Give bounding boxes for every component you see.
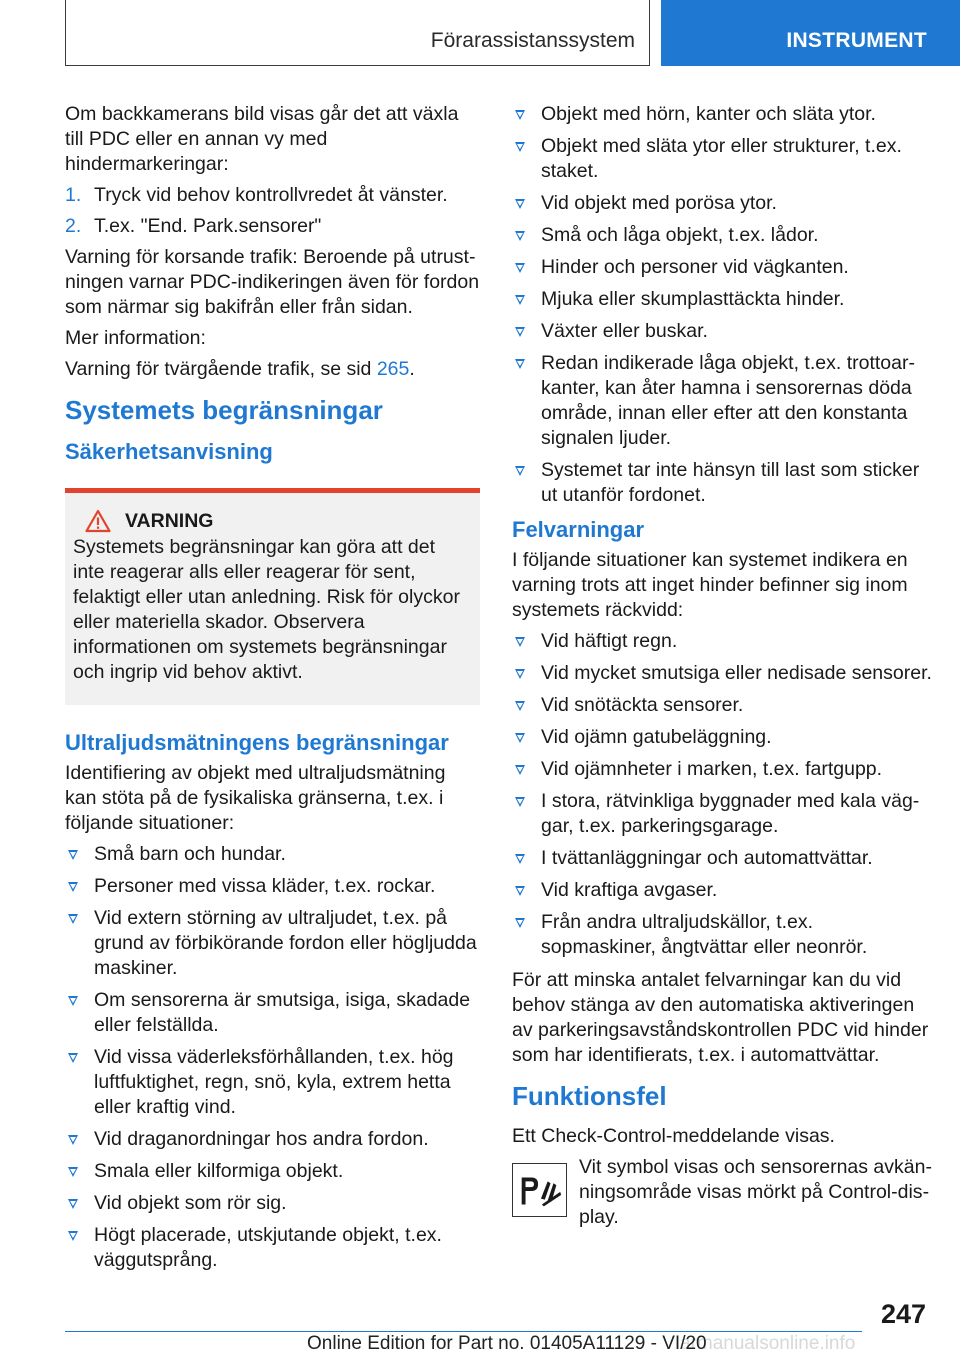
triangle-bullet-icon bbox=[515, 466, 525, 476]
header-tab-label: INSTRUMENT bbox=[786, 29, 927, 52]
list-item bbox=[65, 1191, 480, 1216]
step-text: T.ex. "End. Park.sensorer" bbox=[94, 215, 322, 237]
more-info-label: Mer information: bbox=[65, 327, 206, 349]
park-distance-sensor-icon bbox=[512, 1163, 567, 1217]
list-item bbox=[512, 910, 932, 960]
list-item bbox=[512, 319, 932, 344]
list-item-text: Vid vissa väderleksförhållanden, t.ex. hög luftfuktighet, regn, snö, kyla, extrem hetta eller kraftig vind. bbox=[94, 1046, 454, 1118]
false-warnings-outro: För att minska antalet felvarningar kan du vid behov stänga av den automatiska aktiveringen av parkeringsavståndskontrollen PDC vid hinder som har identifierats, t.ex. i automattvättar. bbox=[512, 969, 929, 1066]
reference-text: Varning för tvärgående trafik, se sid bbox=[65, 358, 377, 380]
list-item-text: Vid ojämn gatubeläggning. bbox=[541, 726, 772, 748]
list-item-text: Från andra ultraljudskällor, t.ex. sopmaskiner, ångtvättar eller neonrör. bbox=[541, 911, 868, 958]
subheading-false-warnings: Felvarningar bbox=[512, 517, 645, 542]
list-item-text: Växter eller buskar. bbox=[541, 320, 708, 342]
list-item bbox=[512, 191, 932, 216]
list-item-text: I stora, rätvinkliga byggnader med kala väggar, t.ex. parkeringsgarage. bbox=[541, 790, 920, 837]
list-item bbox=[512, 102, 932, 127]
warning-triangle-icon bbox=[85, 509, 111, 533]
list-item bbox=[65, 1127, 480, 1152]
list-item-text: Högt placerade, utskjutande objekt, t.ex. väggutsprång. bbox=[94, 1224, 442, 1271]
warning-title bbox=[73, 509, 471, 533]
triangle-bullet-icon bbox=[515, 327, 525, 337]
list-item-text: Små och låga objekt, t.ex. lådor. bbox=[541, 224, 819, 246]
reference-suffix: . bbox=[409, 358, 415, 380]
step-text: Tryck vid behov kontrollvredet åt vänster. bbox=[94, 184, 448, 206]
list-item-text: Redan indikerade låga objekt, t.ex. trottoarkanter, kan åter hamna i sensorernas döda område, innan eller efter att den konstanta signalen ljuder. bbox=[541, 352, 915, 449]
list-item bbox=[65, 1045, 480, 1120]
triangle-bullet-icon bbox=[68, 1167, 78, 1177]
warning-box bbox=[65, 488, 480, 705]
false-warnings-list bbox=[512, 629, 932, 960]
cross-traffic-paragraph: Varning för korsande trafik: Beroende på utrustningen varnar PDC-indikeringen även för fordon som närmar sig bakifrån eller från sidan. bbox=[65, 246, 480, 318]
list-item-text: Vid mycket smutsiga eller nedisade sensorer. bbox=[541, 662, 932, 684]
triangle-bullet-icon bbox=[68, 850, 78, 860]
list-item bbox=[512, 757, 932, 782]
list-item bbox=[512, 287, 932, 312]
list-item bbox=[65, 874, 480, 899]
ultrasonic-list bbox=[65, 842, 480, 1273]
triangle-bullet-icon bbox=[515, 263, 525, 273]
list-item-text: Systemet tar inte hänsyn till last som sticker ut utanför fordonet. bbox=[541, 459, 920, 506]
step-item bbox=[65, 183, 480, 208]
triangle-bullet-icon bbox=[68, 996, 78, 1006]
list-item bbox=[512, 661, 932, 686]
triangle-bullet-icon bbox=[515, 110, 525, 120]
list-item bbox=[512, 629, 932, 654]
list-item-text: Mjuka eller skumplasttäckta hinder. bbox=[541, 288, 845, 310]
list-item-text: Smala eller kilformiga objekt. bbox=[94, 1160, 344, 1182]
page-reference-link[interactable]: 265 bbox=[376, 358, 410, 380]
list-item-text: Vid ojämnheter i marken, t.ex. fartgupp. bbox=[541, 758, 883, 780]
left-column bbox=[65, 102, 480, 1281]
step-number: 1. bbox=[65, 184, 82, 206]
list-item bbox=[512, 134, 932, 184]
list-item-text: Vid kraftiga avgaser. bbox=[541, 879, 718, 901]
triangle-bullet-icon bbox=[68, 1231, 78, 1241]
malfunction-intro: Ett Check-Control-meddelande visas. bbox=[512, 1125, 835, 1147]
list-item bbox=[65, 842, 480, 867]
triangle-bullet-icon bbox=[515, 886, 525, 896]
list-item-text: I tvättanläggningar och automattvättar. bbox=[541, 847, 873, 869]
list-item-text: Vid objekt med porösa ytor. bbox=[541, 192, 777, 214]
step-item bbox=[65, 214, 480, 239]
list-item bbox=[512, 725, 932, 750]
triangle-bullet-icon bbox=[515, 359, 525, 369]
list-item-text: Objekt med hörn, kanter och släta ytor. bbox=[541, 103, 876, 125]
triangle-bullet-icon bbox=[515, 797, 525, 807]
list-item bbox=[65, 906, 480, 981]
list-item bbox=[512, 693, 932, 718]
ultrasonic-intro: Identifiering av objekt med ultraljudsmätning kan stöta på de fysikaliska gränserna, t.ex. i följande situationer: bbox=[65, 762, 446, 834]
triangle-bullet-icon bbox=[68, 1199, 78, 1209]
triangle-bullet-icon bbox=[68, 1135, 78, 1145]
triangle-bullet-icon bbox=[515, 199, 525, 209]
subheading-safety: Säkerhetsanvisning bbox=[65, 439, 273, 464]
list-item-text: Vid snötäckta sensorer. bbox=[541, 694, 744, 716]
list-item-text: Små barn och hundar. bbox=[94, 843, 286, 865]
footer-watermark: armanualsonline.info bbox=[680, 1333, 856, 1354]
false-warnings-intro: I följande situationer kan systemet indikera en varning trots att inget hinder befinner sig inom systemets räckvidd: bbox=[512, 549, 908, 621]
header-tab-instrument[interactable] bbox=[661, 0, 960, 66]
triangle-bullet-icon bbox=[515, 918, 525, 928]
list-item-text: Vid objekt som rör sig. bbox=[94, 1192, 287, 1214]
list-item bbox=[512, 458, 932, 508]
triangle-bullet-icon bbox=[515, 765, 525, 775]
warning-text: Systemets begränsningar kan göra att det inte reagerar alls eller reagerar för sent, felaktigt eller utan anledning. Risk för olyckor eller materiella skador. Observera informationen om systemets begränsningar och ingrip vid behov aktivt. bbox=[73, 536, 460, 683]
list-item-text: Vid häftigt regn. bbox=[541, 630, 678, 652]
triangle-bullet-icon bbox=[515, 854, 525, 864]
cross-reference bbox=[65, 357, 480, 382]
list-item bbox=[512, 789, 932, 839]
list-item-text: Hinder och personer vid vägkanten. bbox=[541, 256, 849, 278]
list-item-text: Vid extern störning av ultraljudet, t.ex. på grund av förbikörande fordon eller högljudda maskiner. bbox=[94, 907, 477, 979]
subheading-ultrasonic: Ultraljudsmätningens begränsningar bbox=[65, 730, 449, 755]
list-item bbox=[65, 1223, 480, 1273]
header-section-box bbox=[65, 0, 650, 66]
list-item bbox=[512, 255, 932, 280]
list-item-text: Vid draganordningar hos andra fordon. bbox=[94, 1128, 429, 1150]
intro-paragraph: Om backkamerans bild visas går det att växla till PDC eller en annan vy med hindermarkeringar: bbox=[65, 103, 459, 175]
steps-list bbox=[65, 183, 480, 239]
triangle-bullet-icon bbox=[515, 637, 525, 647]
footer-edition: Online Edition for Part no. 01405A11129 - VI/20 bbox=[307, 1333, 707, 1354]
section-heading-malfunction: Funktionsfel bbox=[512, 1081, 667, 1111]
list-item-text: Objekt med släta ytor eller strukturer, t.ex. staket. bbox=[541, 135, 902, 182]
list-item bbox=[512, 846, 932, 871]
triangle-bullet-icon bbox=[68, 914, 78, 924]
list-item bbox=[65, 1159, 480, 1184]
malfunction-symbol-text: Vit symbol visas och sensorernas avkänningsområde visas mörkt på Control-display. bbox=[579, 1156, 932, 1228]
triangle-bullet-icon bbox=[515, 142, 525, 152]
list-item bbox=[512, 878, 932, 903]
page-number: 247 bbox=[880, 1299, 926, 1329]
list-item-text: Om sensorerna är smutsiga, isiga, skadade eller felställda. bbox=[94, 989, 471, 1036]
triangle-bullet-icon bbox=[515, 733, 525, 743]
right-column bbox=[512, 102, 932, 1236]
list-item-text: Personer med vissa kläder, t.ex. rockar. bbox=[94, 875, 436, 897]
footer-divider bbox=[65, 1331, 862, 1332]
step-number: 2. bbox=[65, 215, 82, 237]
triangle-bullet-icon bbox=[68, 1053, 78, 1063]
malfunction-symbol-row bbox=[512, 1155, 932, 1230]
triangle-bullet-icon bbox=[515, 231, 525, 241]
triangle-bullet-icon bbox=[68, 882, 78, 892]
list-item bbox=[512, 223, 932, 248]
triangle-bullet-icon bbox=[515, 701, 525, 711]
objects-list bbox=[512, 102, 932, 508]
warning-title-text: VARNING bbox=[125, 509, 214, 532]
triangle-bullet-icon bbox=[515, 669, 525, 679]
header-section-title: Förarassistanssystem bbox=[430, 29, 635, 52]
list-item bbox=[65, 988, 480, 1038]
section-heading-limits: Systemets begränsningar bbox=[65, 395, 383, 425]
list-item bbox=[512, 351, 932, 451]
triangle-bullet-icon bbox=[515, 295, 525, 305]
